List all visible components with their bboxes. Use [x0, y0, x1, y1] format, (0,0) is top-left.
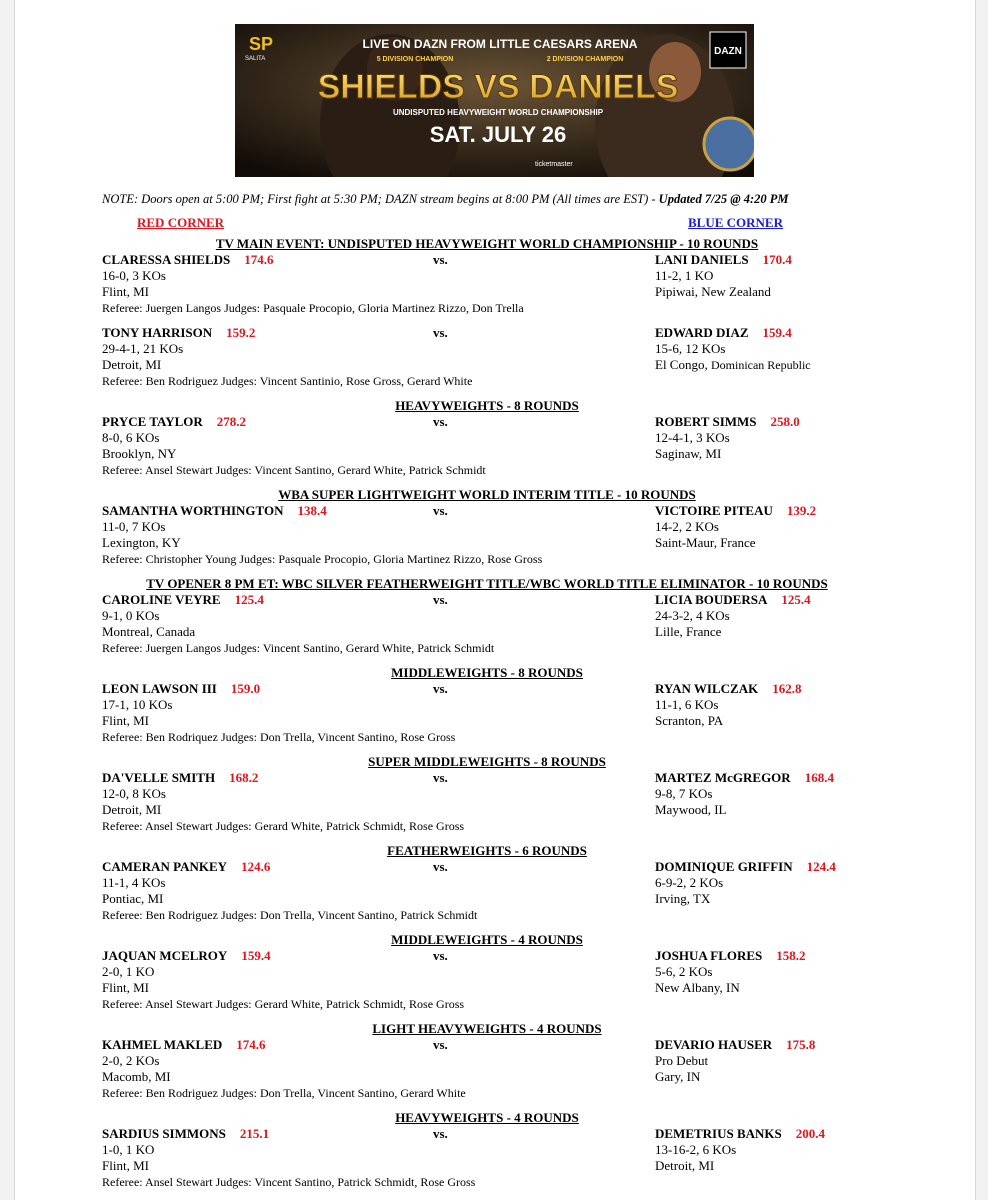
- bout-officials: Referee: Ansel Stewart Judges: Vincent Santino, Gerard White, Patrick Schmidt: [102, 463, 486, 477]
- red-fighter-weight: 124.6: [241, 859, 271, 874]
- red-fighter-record: 17-1, 10 KOs: [102, 697, 173, 712]
- fighter-hometown-row: [102, 980, 872, 996]
- fighter-name-row: [102, 948, 872, 964]
- blue-fighter-weight: 158.2: [776, 948, 806, 963]
- fighter-name-row: [102, 325, 872, 341]
- bout-card: [102, 236, 872, 316]
- vs-label: vs.: [433, 503, 448, 518]
- blue-fighter-record: 11-1, 6 KOs: [655, 697, 719, 712]
- red-corner-heading: RED CORNER: [137, 215, 225, 230]
- red-fighter-weight: 159.2: [226, 325, 256, 340]
- division-heading: WBA SUPER LIGHTWEIGHT WORLD INTERIM TITLE - 10 ROUNDS: [278, 487, 696, 502]
- red-fighter-weight: 215.1: [239, 1126, 270, 1141]
- red-fighter-name: SAMANTHA WORTHINGTON 138.4: [102, 503, 327, 518]
- red-fighter-hometown: Macomb, MI: [102, 1069, 171, 1084]
- blue-fighter-hometown: Pipiwai, New Zealand: [655, 284, 771, 299]
- blue-fighter-name: ROBERT SIMMS 258.0: [655, 414, 800, 429]
- blue-fighter-weight: 175.8: [786, 1037, 816, 1052]
- blue-fighter-name: EDWARD DIAZ 159.4: [655, 325, 792, 340]
- fighter-hometown-row: [102, 1158, 872, 1174]
- vs-label: vs.: [433, 859, 448, 874]
- red-fighter-record: 11-0, 7 KOs: [102, 519, 166, 534]
- red-fighter-name: PRYCE TAYLOR 278.2: [102, 414, 247, 429]
- red-fighter-name: LEON LAWSON III 159.0: [102, 681, 261, 696]
- vs-label: vs.: [433, 325, 448, 340]
- red-fighter-weight: 159.4: [241, 948, 271, 963]
- red-fighter-weight: 125.4: [234, 592, 264, 607]
- bout-card: [102, 1110, 872, 1190]
- fighter-name-row: [102, 503, 872, 519]
- fighter-record-row: [102, 608, 872, 624]
- blue-fighter-name: DEMETRIUS BANKS 200.4: [655, 1126, 826, 1141]
- red-fighter-name: KAHMEL MAKLED 174.6: [102, 1037, 266, 1052]
- bout-card: [102, 665, 872, 745]
- bout-officials: Referee: Juergen Langos Judges: Pasquale Procopio, Gloria Martinez Rizzo, Don Trella: [102, 301, 524, 315]
- red-fighter-hometown: Montreal, Canada: [102, 624, 196, 639]
- red-fighter-hometown: Brooklyn, NY: [102, 446, 177, 461]
- note-updated: Updated 7/25 @ 4:20 PM: [658, 192, 789, 206]
- red-fighter-weight: 278.2: [216, 414, 247, 429]
- blue-fighter-record: 12-4-1, 3 KOs: [655, 430, 730, 445]
- blue-fighter-hometown: Scranton, PA: [655, 713, 724, 728]
- fighter-name-row: [102, 1126, 872, 1142]
- bout-card: [102, 487, 872, 567]
- red-fighter-weight: 174.6: [244, 252, 274, 267]
- blue-fighter-hometown: Irving, TX: [655, 891, 711, 906]
- fighter-hometown-row: [102, 624, 872, 640]
- blue-fighter-name: RYAN WILCZAK 162.8: [655, 681, 802, 696]
- division-heading: SUPER MIDDLEWEIGHTS - 8 ROUNDS: [368, 754, 606, 769]
- fighter-hometown-row: [102, 535, 872, 551]
- fighter-name-row: [102, 681, 872, 697]
- red-fighter-hometown: Flint, MI: [102, 713, 149, 728]
- banner-sponsors: ticketmaster: [535, 161, 573, 168]
- banner-headline: SHIELDS VS DANIELS: [317, 68, 679, 106]
- banner-left-title: 5 DIVISION CHAMPION: [376, 56, 454, 63]
- blue-fighter-hometown: El Congo, Dominican Republic: [655, 357, 811, 372]
- fighter-record-row: [102, 430, 872, 446]
- fighter-hometown-row: [102, 357, 872, 373]
- blue-fighter-record: 24-3-2, 4 KOs: [655, 608, 730, 623]
- bout-officials: Referee: Ansel Stewart Judges: Gerard White, Patrick Schmidt, Rose Gross: [102, 819, 465, 833]
- blue-fighter-hometown: Saginaw, MI: [655, 446, 722, 461]
- red-fighter-record: 8-0, 6 KOs: [102, 430, 160, 445]
- fighter-hometown-row: [102, 713, 872, 729]
- vs-label: vs.: [433, 948, 448, 963]
- event-banner: [235, 24, 754, 177]
- red-fighter-record: 9-1, 0 KOs: [102, 608, 160, 623]
- red-fighter-weight: 138.4: [297, 503, 327, 518]
- blue-fighter-hometown: Lille, France: [655, 624, 722, 639]
- bout-card: [102, 843, 872, 923]
- red-fighter-hometown: Flint, MI: [102, 980, 149, 995]
- red-fighter-hometown: Pontiac, MI: [102, 891, 164, 906]
- bout-card: [102, 754, 872, 834]
- bout-card: [102, 932, 872, 1012]
- vs-label: vs.: [433, 1037, 448, 1052]
- blue-fighter-record: 15-6, 12 KOs: [655, 341, 726, 356]
- red-fighter-name: CLARESSA SHIELDS 174.6: [102, 252, 274, 267]
- blue-fighter-record: 13-16-2, 6 KOs: [655, 1142, 737, 1157]
- blue-fighter-name: DOMINIQUE GRIFFIN 124.4: [655, 859, 836, 874]
- vs-label: vs.: [433, 681, 448, 696]
- red-fighter-record: 12-0, 8 KOs: [102, 786, 166, 801]
- red-fighter-weight: 174.6: [236, 1037, 266, 1052]
- vs-label: vs.: [433, 414, 448, 429]
- fighter-name-row: [102, 859, 872, 875]
- red-fighter-name: SARDIUS SIMMONS 215.1: [102, 1126, 270, 1141]
- bout-officials: Referee: Ben Rodriguez Judges: Vincent Santinio, Rose Gross, Gerard White: [102, 374, 473, 388]
- red-fighter-hometown: Flint, MI: [102, 1158, 149, 1173]
- fighter-name-row: [102, 414, 872, 430]
- fighter-record-row: [102, 786, 872, 802]
- division-heading: MIDDLEWEIGHTS - 4 ROUNDS: [391, 932, 583, 947]
- red-fighter-record: 1-0, 1 KO: [102, 1142, 155, 1157]
- blue-fighter-hometown: Saint-Maur, France: [655, 535, 756, 550]
- blue-fighter-record: 6-9-2, 2 KOs: [655, 875, 724, 890]
- red-fighter-hometown: Detroit, MI: [102, 357, 162, 372]
- red-fighter-name: DA'VELLE SMITH 168.2: [102, 770, 259, 785]
- bout-officials: Referee: Ansel Stewart Judges: Gerard White, Patrick Schmidt, Rose Gross: [102, 997, 465, 1011]
- blue-corner-heading: BLUE CORNER: [688, 215, 783, 230]
- blue-fighter-weight: 162.8: [772, 681, 802, 696]
- bout-officials: Referee: Ben Rodriguez Judges: Don Trella, Vincent Santino, Patrick Schmidt: [102, 908, 478, 922]
- bout-officials: Referee: Christopher Young Judges: Pasquale Procopio, Gloria Martinez Rizzo, Rose Gross: [102, 552, 543, 566]
- red-fighter-hometown: Lexington, KY: [102, 535, 181, 550]
- bout-list: [102, 236, 872, 1190]
- bout-officials: Referee: Ansel Stewart Judges: Vincent Santino, Patrick Schmidt, Rose Gross: [102, 1175, 476, 1189]
- fighter-record-row: [102, 964, 872, 980]
- banner-date: SAT. JULY 26: [429, 122, 567, 147]
- bout-officials: Referee: Ben Rodriguez Judges: Don Trella, Vincent Santino, Gerard White: [102, 1086, 466, 1100]
- schedule-note: [102, 192, 962, 207]
- blue-fighter-record: 9-8, 7 KOs: [655, 786, 713, 801]
- banner-subline: UNDISPUTED HEAVYWEIGHT WORLD CHAMPIONSHIP: [392, 108, 604, 117]
- blue-fighter-weight: 168.4: [804, 770, 834, 785]
- fighter-name-row: [102, 1037, 872, 1053]
- banner-dazn: DAZN: [714, 46, 742, 57]
- blue-fighter-hometown: New Albany, IN: [655, 980, 740, 995]
- fighter-name-row: [102, 592, 872, 608]
- blue-fighter-weight: 258.0: [770, 414, 800, 429]
- blue-fighter-weight: 200.4: [795, 1126, 826, 1141]
- blue-fighter-name: VICTOIRE PITEAU 139.2: [655, 503, 817, 518]
- blue-fighter-weight: 139.2: [786, 503, 817, 518]
- division-heading: FEATHERWEIGHTS - 6 ROUNDS: [387, 843, 587, 858]
- blue-fighter-hometown: Maywood, IL: [655, 802, 727, 817]
- fighter-record-row: [102, 1142, 872, 1158]
- blue-fighter-weight: 125.4: [781, 592, 811, 607]
- red-fighter-record: 29-4-1, 21 KOs: [102, 341, 184, 356]
- blue-fighter-weight: 159.4: [762, 325, 792, 340]
- red-fighter-hometown: Flint, MI: [102, 284, 149, 299]
- bout-card: [102, 1021, 872, 1101]
- vs-label: vs.: [433, 592, 448, 607]
- note-text: NOTE: Doors open at 5:00 PM; First fight at 5:30 PM; DAZN stream begins at 8:00 PM (All times are EST) -: [102, 192, 659, 206]
- vs-label: vs.: [433, 770, 448, 785]
- red-fighter-weight: 159.0: [230, 681, 261, 696]
- blue-fighter-record: Pro Debut: [655, 1053, 709, 1068]
- fighter-hometown-row: [102, 1069, 872, 1085]
- red-fighter-record: 2-0, 1 KO: [102, 964, 155, 979]
- red-fighter-name: CAROLINE VEYRE 125.4: [102, 592, 264, 607]
- red-fighter-record: 11-1, 4 KOs: [102, 875, 166, 890]
- blue-fighter-hometown: Gary, IN: [655, 1069, 701, 1084]
- fighter-record-row: [102, 519, 872, 535]
- banner-logo-sub: SALITA: [245, 56, 266, 62]
- bout-card: [102, 398, 872, 478]
- document-page: [14, 0, 976, 1200]
- blue-fighter-hometown-country: Dominican Republic: [710, 358, 811, 372]
- red-fighter-name: CAMERAN PANKEY 124.6: [102, 859, 271, 874]
- blue-fighter-name: MARTEZ McGREGOR 168.4: [655, 770, 834, 785]
- vs-label: vs.: [433, 252, 448, 267]
- event-banner-graphic: [235, 24, 754, 177]
- fighter-hometown-row: [102, 446, 872, 462]
- fighter-record-row: [102, 1053, 872, 1069]
- banner-right-title: 2 DIVISION CHAMPION: [546, 56, 624, 63]
- blue-fighter-weight: 170.4: [762, 252, 792, 267]
- blue-fighter-record: 5-6, 2 KOs: [655, 964, 713, 979]
- division-heading: TV MAIN EVENT: UNDISPUTED HEAVYWEIGHT WORLD CHAMPIONSHIP - 10 ROUNDS: [215, 236, 759, 251]
- fighter-name-row: [102, 252, 872, 268]
- blue-fighter-name: DEVARIO HAUSER 175.8: [655, 1037, 816, 1052]
- blue-fighter-weight: 124.4: [806, 859, 836, 874]
- fighter-hometown-row: [102, 802, 872, 818]
- red-fighter-name: TONY HARRISON 159.2: [102, 325, 256, 340]
- red-fighter-hometown: Detroit, MI: [102, 802, 162, 817]
- fighter-hometown-row: [102, 284, 872, 300]
- division-heading: LIGHT HEAVYWEIGHTS - 4 ROUNDS: [372, 1021, 602, 1036]
- fighter-record-row: [102, 697, 872, 713]
- belt-icon: [704, 118, 754, 170]
- bout-card: [102, 325, 872, 389]
- fighter-record-row: [102, 268, 872, 284]
- blue-fighter-record: 11-2, 1 KO: [655, 268, 714, 283]
- bout-officials: Referee: Ben Rodriquez Judges: Don Trella, Vincent Santino, Rose Gross: [102, 730, 456, 744]
- fighter-name-row: [102, 770, 872, 786]
- vs-label: vs.: [433, 1126, 448, 1141]
- banner-top-line: LIVE ON DAZN FROM LITTLE CAESARS ARENA: [362, 37, 638, 51]
- division-heading: MIDDLEWEIGHTS - 8 ROUNDS: [391, 665, 583, 680]
- blue-fighter-name: LICIA BOUDERSA 125.4: [655, 592, 811, 607]
- bout-card: [102, 576, 872, 656]
- blue-fighter-name: LANI DANIELS 170.4: [655, 252, 792, 267]
- banner-logo: SP: [249, 34, 274, 54]
- blue-fighter-record: 14-2, 2 KOs: [655, 519, 719, 534]
- division-heading: HEAVYWEIGHTS - 8 ROUNDS: [395, 398, 579, 413]
- blue-fighter-name: JOSHUA FLORES 158.2: [655, 948, 806, 963]
- fighter-record-row: [102, 875, 872, 891]
- red-fighter-record: 16-0, 3 KOs: [102, 268, 166, 283]
- fighter-record-row: [102, 341, 872, 357]
- fighter-hometown-row: [102, 891, 872, 907]
- red-fighter-name: JAQUAN MCELROY 159.4: [102, 948, 271, 963]
- division-heading: TV OPENER 8 PM ET: WBC SILVER FEATHERWEIGHT TITLE/WBC WORLD TITLE ELIMINATOR - 10 ROUNDS: [146, 576, 828, 591]
- division-heading: HEAVYWEIGHTS - 4 ROUNDS: [395, 1110, 579, 1125]
- red-fighter-record: 2-0, 2 KOs: [102, 1053, 160, 1068]
- red-fighter-weight: 168.2: [229, 770, 259, 785]
- blue-fighter-hometown: Detroit, MI: [655, 1158, 715, 1173]
- bout-officials: Referee: Juergen Langos Judges: Vincent Santino, Gerard White, Patrick Schmidt: [102, 641, 495, 655]
